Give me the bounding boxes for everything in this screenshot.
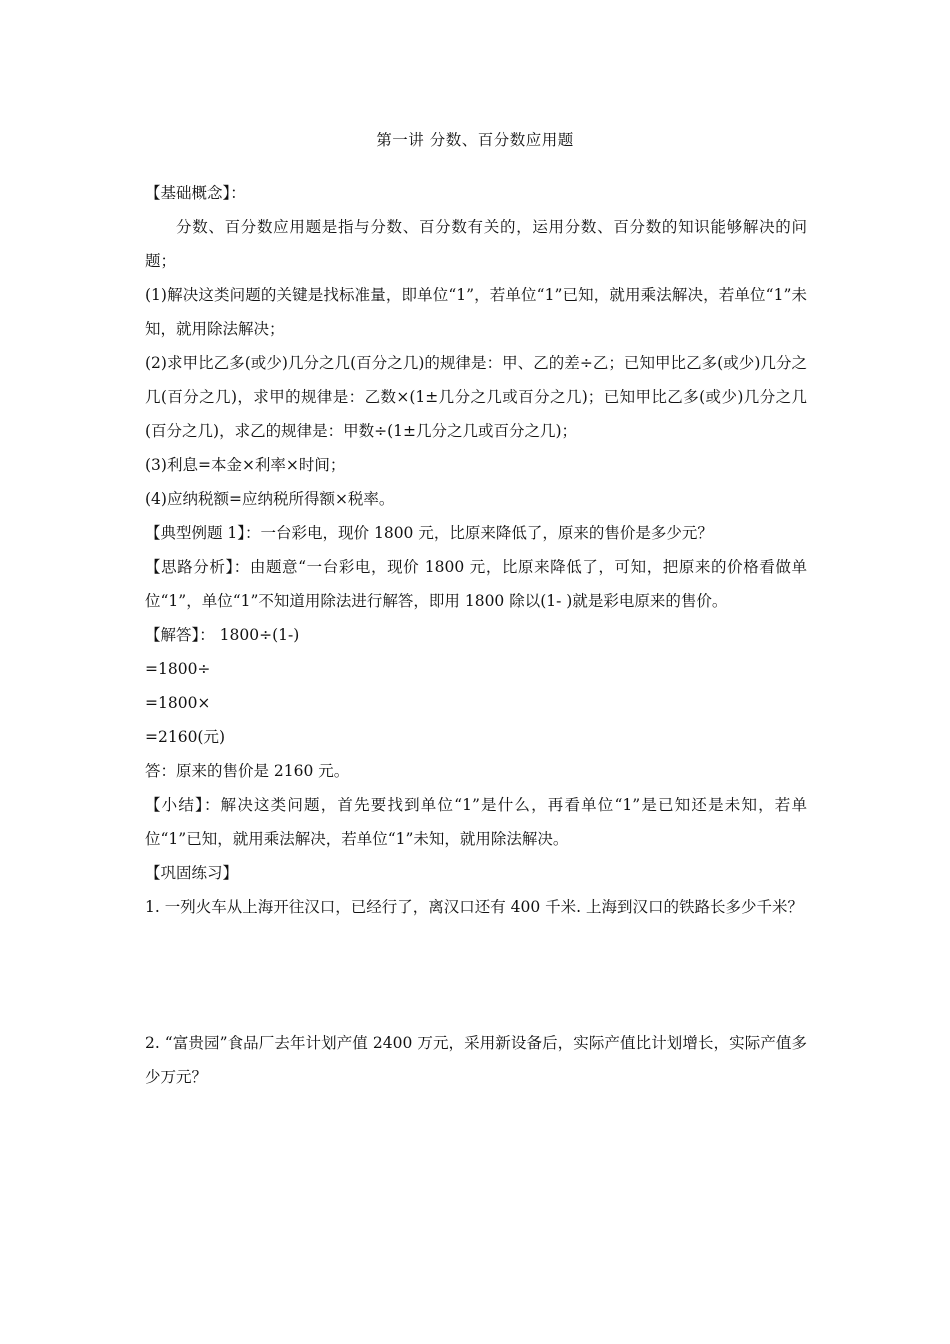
concept-point-1: (1)解决这类问题的关键是找标准量，即单位“1”，若单位“1”已知，就用乘法解决，若单位“1”未知，就用除法解决； <box>145 286 807 338</box>
concept-intro: 分数、百分数应用题是指与分数、百分数有关的，运用分数、百分数的知识能够解决的问题； <box>145 218 807 270</box>
practice-question-1: 1. 一列火车从上海开往汉口，已经行了，离汉口还有 400 千米. 上海到汉口的铁路长多少千米？ <box>145 898 804 916</box>
example-step-2: =1800× <box>145 694 211 712</box>
concept-point-2: (2)求甲比乙多(或少)几分之几(百分之几)的规律是：甲、乙的差÷乙；已知甲比乙多(或少)几分之几(百分之几)，求甲的规律是：乙数×(1±几分之几或百分之几)；已知甲比乙多(或少)几分之几(百分之几)，求乙的规律是：甲数÷(1±几分之几或百分之几)； <box>145 354 807 440</box>
concept-heading: 【基础概念】： <box>145 184 246 202</box>
example-answer-label: 【解答】： 1800÷(1-) <box>145 626 300 644</box>
document-body <box>145 176 807 1094</box>
example-final-answer: 答：原来的售价是 2160 元。 <box>145 762 350 780</box>
example-step-3: =2160(元) <box>145 728 226 746</box>
example-analysis: 【思路分析】：由题意“一台彩电，现价 1800 元，比原来降低了，可知，把原来的价格看做单位“1”，单位“1”不知道用除法进行解答，即用 1800 除以(1- )就是彩电原来的售价。 <box>145 558 807 610</box>
practice-heading: 【巩固练习】 <box>145 864 239 882</box>
example-summary: 【小结】：解决这类问题，首先要找到单位“1”是什么，再看单位“1”是已知还是未知，若单位“1”已知，就用乘法解决，若单位“1”未知，就用除法解决。 <box>145 796 807 848</box>
page-title: 第一讲 分数、百分数应用题 <box>376 131 574 149</box>
concept-point-3: (3)利息=本金×利率×时间； <box>145 456 346 474</box>
concept-point-4: (4)应纳税额=应纳税所得额×税率。 <box>145 490 395 508</box>
example-step-1: =1800÷ <box>145 660 211 678</box>
example-question: 【典型例题 1】：一台彩电，现价 1800 元，比原来降低了，原来的售价是多少元？ <box>145 524 713 542</box>
practice-question-2: 2. “富贵园”食品厂去年计划产值 2400 万元，采用新设备后，实际产值比计划增长，实际产值多少万元？ <box>145 1034 807 1086</box>
